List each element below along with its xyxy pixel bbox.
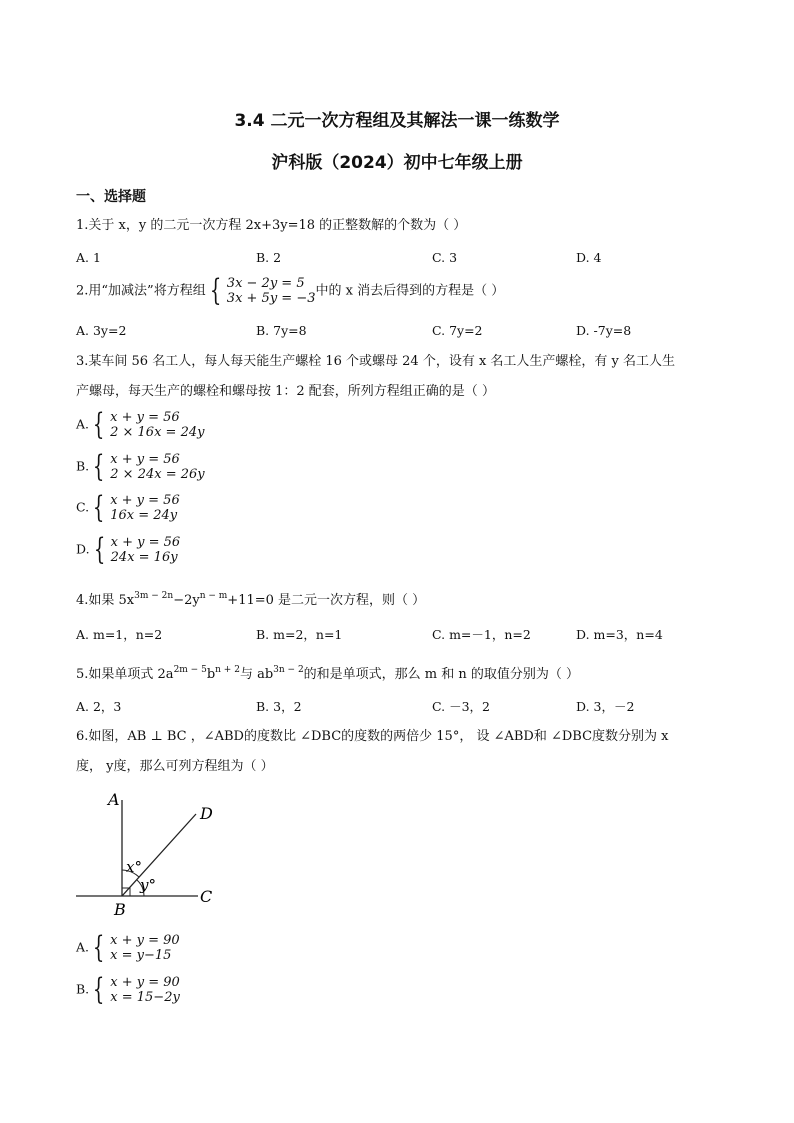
left-brace-icon: {	[92, 930, 105, 965]
left-brace-icon: {	[93, 532, 105, 567]
left-brace-icon: {	[92, 407, 105, 442]
q4-exponent-1: 3m − 2n	[134, 591, 174, 601]
question-3-line2: 产螺母，每天生产的螺栓和螺母按 1：2 配套，所列方程组正确的是（ ）	[76, 384, 495, 399]
q1-option-b: B. 2	[256, 250, 282, 265]
q5-option-d: D. 3，－2	[576, 699, 635, 714]
left-brace-icon: {	[209, 273, 221, 308]
q3-option-a-system	[89, 407, 205, 442]
q3-option-b-system	[89, 449, 205, 484]
q6-a-eq2: x = y−15	[110, 948, 172, 963]
label-d: D	[200, 804, 213, 823]
q2-option-a: A. 3y=2	[76, 323, 127, 338]
label-b: B	[114, 900, 126, 918]
question-6-line2: 度， y度，那么可列方程组为（ ）	[76, 759, 274, 774]
q3-option-c: C. { x + y = 56 16x = 24y	[76, 490, 180, 525]
q2-equation-system	[206, 273, 316, 308]
q5-option-c: C. －3，2	[432, 699, 490, 714]
q2-option-d: D. -7y=8	[576, 323, 632, 338]
q3-a-eq2: 2 × 16x = 24y	[110, 425, 205, 440]
q2-stem-prefix: 2.用“加减法”将方程组	[76, 283, 206, 299]
label-c: C	[200, 887, 213, 906]
q2-option-b: B. 7y=8	[256, 323, 307, 338]
q2-eq2: 3x + 5y = −3	[226, 291, 316, 306]
q6-option-a: A. { x + y = 90 x = y−15	[76, 930, 180, 965]
q4-option-d: D. m=3，n=4	[576, 627, 663, 642]
q3-option-d: D. { x + y = 56 24x = 16y	[76, 532, 181, 567]
q2-eq1: 3x − 2y = 5	[226, 276, 305, 291]
question-5-stem: 5.如果单项式 $2a^{2m - 5}b^{n + 2}$与 $ab^{3n - 2}$的和是单项式，那么 m 和 n 的取值分别为（ ）	[76, 665, 580, 682]
q1-option-c: C. 3	[432, 250, 458, 265]
q2-stem-suffix: 中的 x 消去后得到的方程是（ ）	[315, 283, 505, 299]
angle-figure	[70, 788, 230, 918]
q3-option-a: A. { x + y = 56 2 × 16x = 24y	[76, 407, 205, 442]
q3-option-b: B. { x + y = 56 2 × 24x = 26y	[76, 449, 205, 484]
ray-bd	[122, 814, 196, 896]
q6-b-eq1: x + y = 90	[110, 975, 180, 990]
q6-b-eq2: x = 15−2y	[110, 990, 180, 1005]
label-y: y°	[140, 876, 156, 894]
q5-exponent-1: 2m − 5	[173, 665, 207, 675]
left-brace-icon: {	[92, 449, 105, 484]
doc-title-line2: 沪科版（2024）初中七年级上册	[271, 153, 523, 173]
q5-exponent-2: n + 2	[215, 665, 240, 675]
q5-option-b: B. 3，2	[256, 699, 302, 714]
question-3-line1: 3.某车间 56 名工人，每人每天能生产螺栓 16 个或螺母 24 个，设有 x 名工人生产螺栓，有 y 名工人生	[76, 354, 676, 369]
question-2-stem	[76, 273, 505, 308]
doc-title-line1: 3.4 二元一次方程组及其解法一课一练数学	[234, 111, 560, 131]
q6-option-a-system	[89, 930, 180, 965]
q3-b-eq1: x + y = 56	[110, 452, 180, 467]
q3-c-eq2: 16x = 24y	[110, 508, 178, 523]
question-6-line1: 6.如图，AB ⊥ BC ，∠ABD的度数比 ∠DBC的度数的两倍少 15°， 设 ∠ABD和 ∠DBC度数分别为 x	[76, 729, 669, 744]
q3-c-eq1: x + y = 56	[110, 493, 180, 508]
q4-option-b: B. m=2，n=1	[256, 627, 343, 642]
label-a: A	[108, 790, 120, 809]
q5-exponent-3: 3n − 2	[273, 665, 304, 675]
left-brace-icon: {	[92, 972, 105, 1007]
q3-option-d-system	[90, 532, 181, 567]
q2-option-c: C. 7y=2	[432, 323, 483, 338]
q6-a-eq1: x + y = 90	[110, 933, 180, 948]
left-brace-icon: {	[92, 490, 105, 525]
q5-option-a: A. 2，3	[76, 699, 122, 714]
q6-option-b: B. { x + y = 90 x = 15−2y	[76, 972, 180, 1007]
question-1-stem: 1.关于 x，y 的二元一次方程 2x+3y=18 的正整数解的个数为（ ）	[76, 218, 467, 233]
q1-option-a: A. 1	[76, 250, 101, 265]
q1-option-d: D. 4	[576, 250, 602, 265]
question-4-stem: 4.如果 $5x^{3m - 2n}-2y^{n - m}+11=0$ 是二元一次方程，则（ ）	[76, 591, 426, 608]
q4-exponent-2: n − m	[199, 591, 228, 601]
q4-option-a: A. m=1，n=2	[76, 627, 163, 642]
section-heading: 一、选择题	[76, 189, 146, 205]
q3-d-eq1: x + y = 56	[110, 535, 181, 550]
label-x: x°	[126, 858, 142, 876]
q3-d-eq2: 24x = 16y	[110, 550, 178, 565]
q6-option-b-system	[89, 972, 180, 1007]
q4-option-c: C. m=－1，n=2	[432, 627, 531, 642]
q3-a-eq1: x + y = 56	[110, 410, 180, 425]
q3-b-eq2: 2 × 24x = 26y	[110, 467, 205, 482]
q3-option-c-system	[89, 490, 180, 525]
